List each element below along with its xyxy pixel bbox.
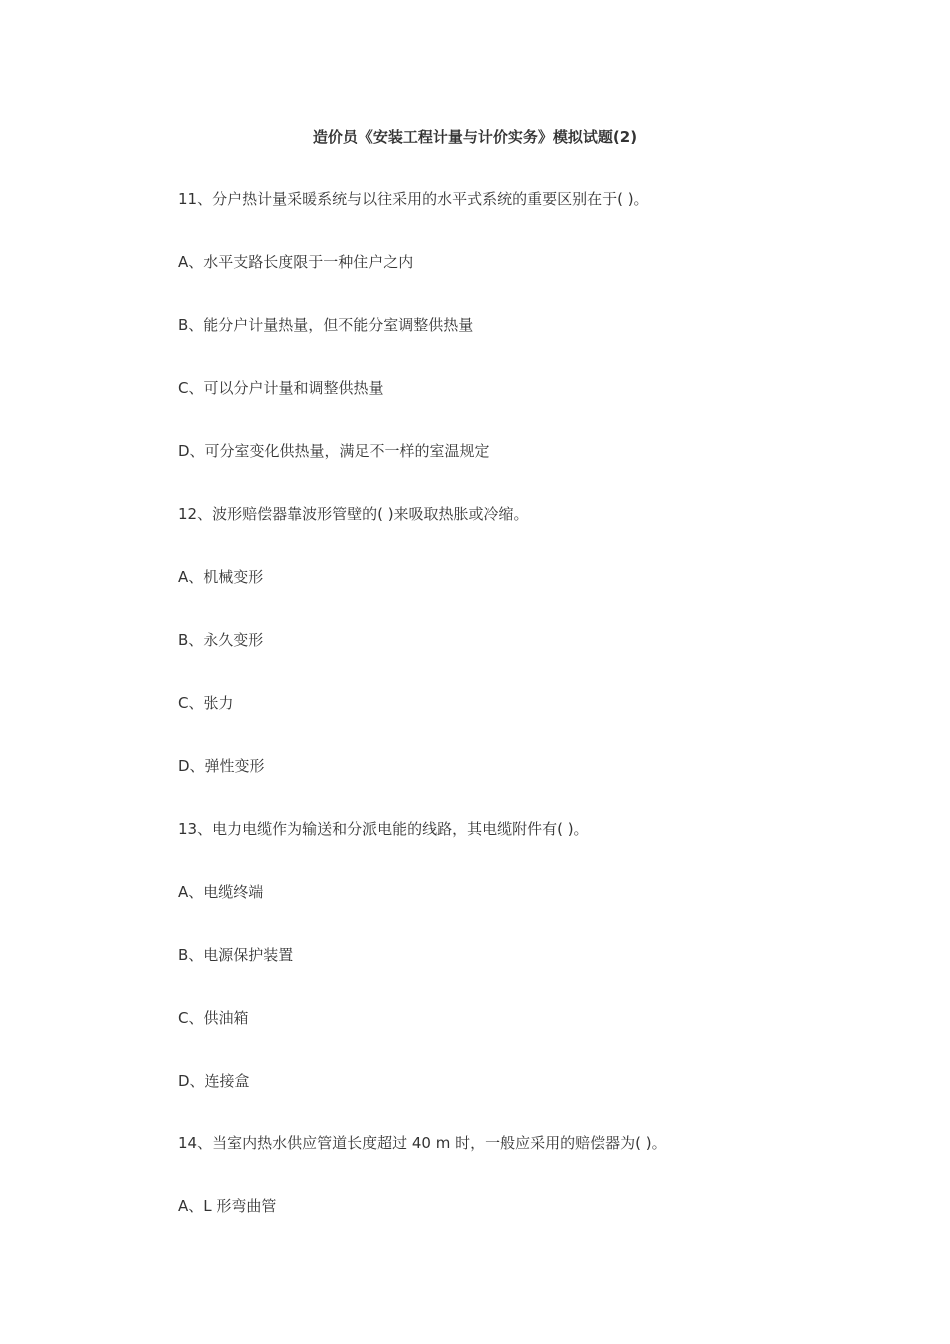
question-12-option-a: A、机械变形 — [178, 568, 264, 586]
question-14: 14、当室内热水供应管道长度超过 40 m 时，一般应采用的赔偿器为( )。 — [178, 1134, 667, 1152]
question-12-option-c: C、张力 — [178, 694, 234, 712]
question-12-option-b: B、永久变形 — [178, 631, 264, 649]
question-13-option-c: C、供油箱 — [178, 1009, 249, 1027]
question-13-option-b: B、电源保护装置 — [178, 946, 294, 964]
question-11-option-c: C、可以分户计量和调整供热量 — [178, 379, 384, 397]
question-13-option-d: D、连接盒 — [178, 1072, 250, 1090]
question-11-option-a: A、水平支路长度限于一种住户之内 — [178, 253, 414, 271]
question-11-option-d: D、可分室变化供热量，满足不一样的室温规定 — [178, 442, 490, 460]
question-11: 11、分户热计量采暖系统与以往采用的水平式系统的重要区别在于( )。 — [178, 190, 649, 208]
question-14-option-a: A、L 形弯曲管 — [178, 1197, 277, 1215]
question-12-option-d: D、弹性变形 — [178, 757, 265, 775]
question-11-option-b: B、能分户计量热量，但不能分室调整供热量 — [178, 316, 474, 334]
page-title: 造价员《安装工程计量与计价实务》模拟试题(2) — [312, 128, 638, 146]
question-12: 12、波形赔偿器靠波形管壁的( )来吸取热胀或冷缩。 — [178, 505, 529, 523]
question-13-option-a: A、电缆终端 — [178, 883, 264, 901]
question-13: 13、电力电缆作为输送和分派电能的线路，其电缆附件有( )。 — [178, 820, 589, 838]
